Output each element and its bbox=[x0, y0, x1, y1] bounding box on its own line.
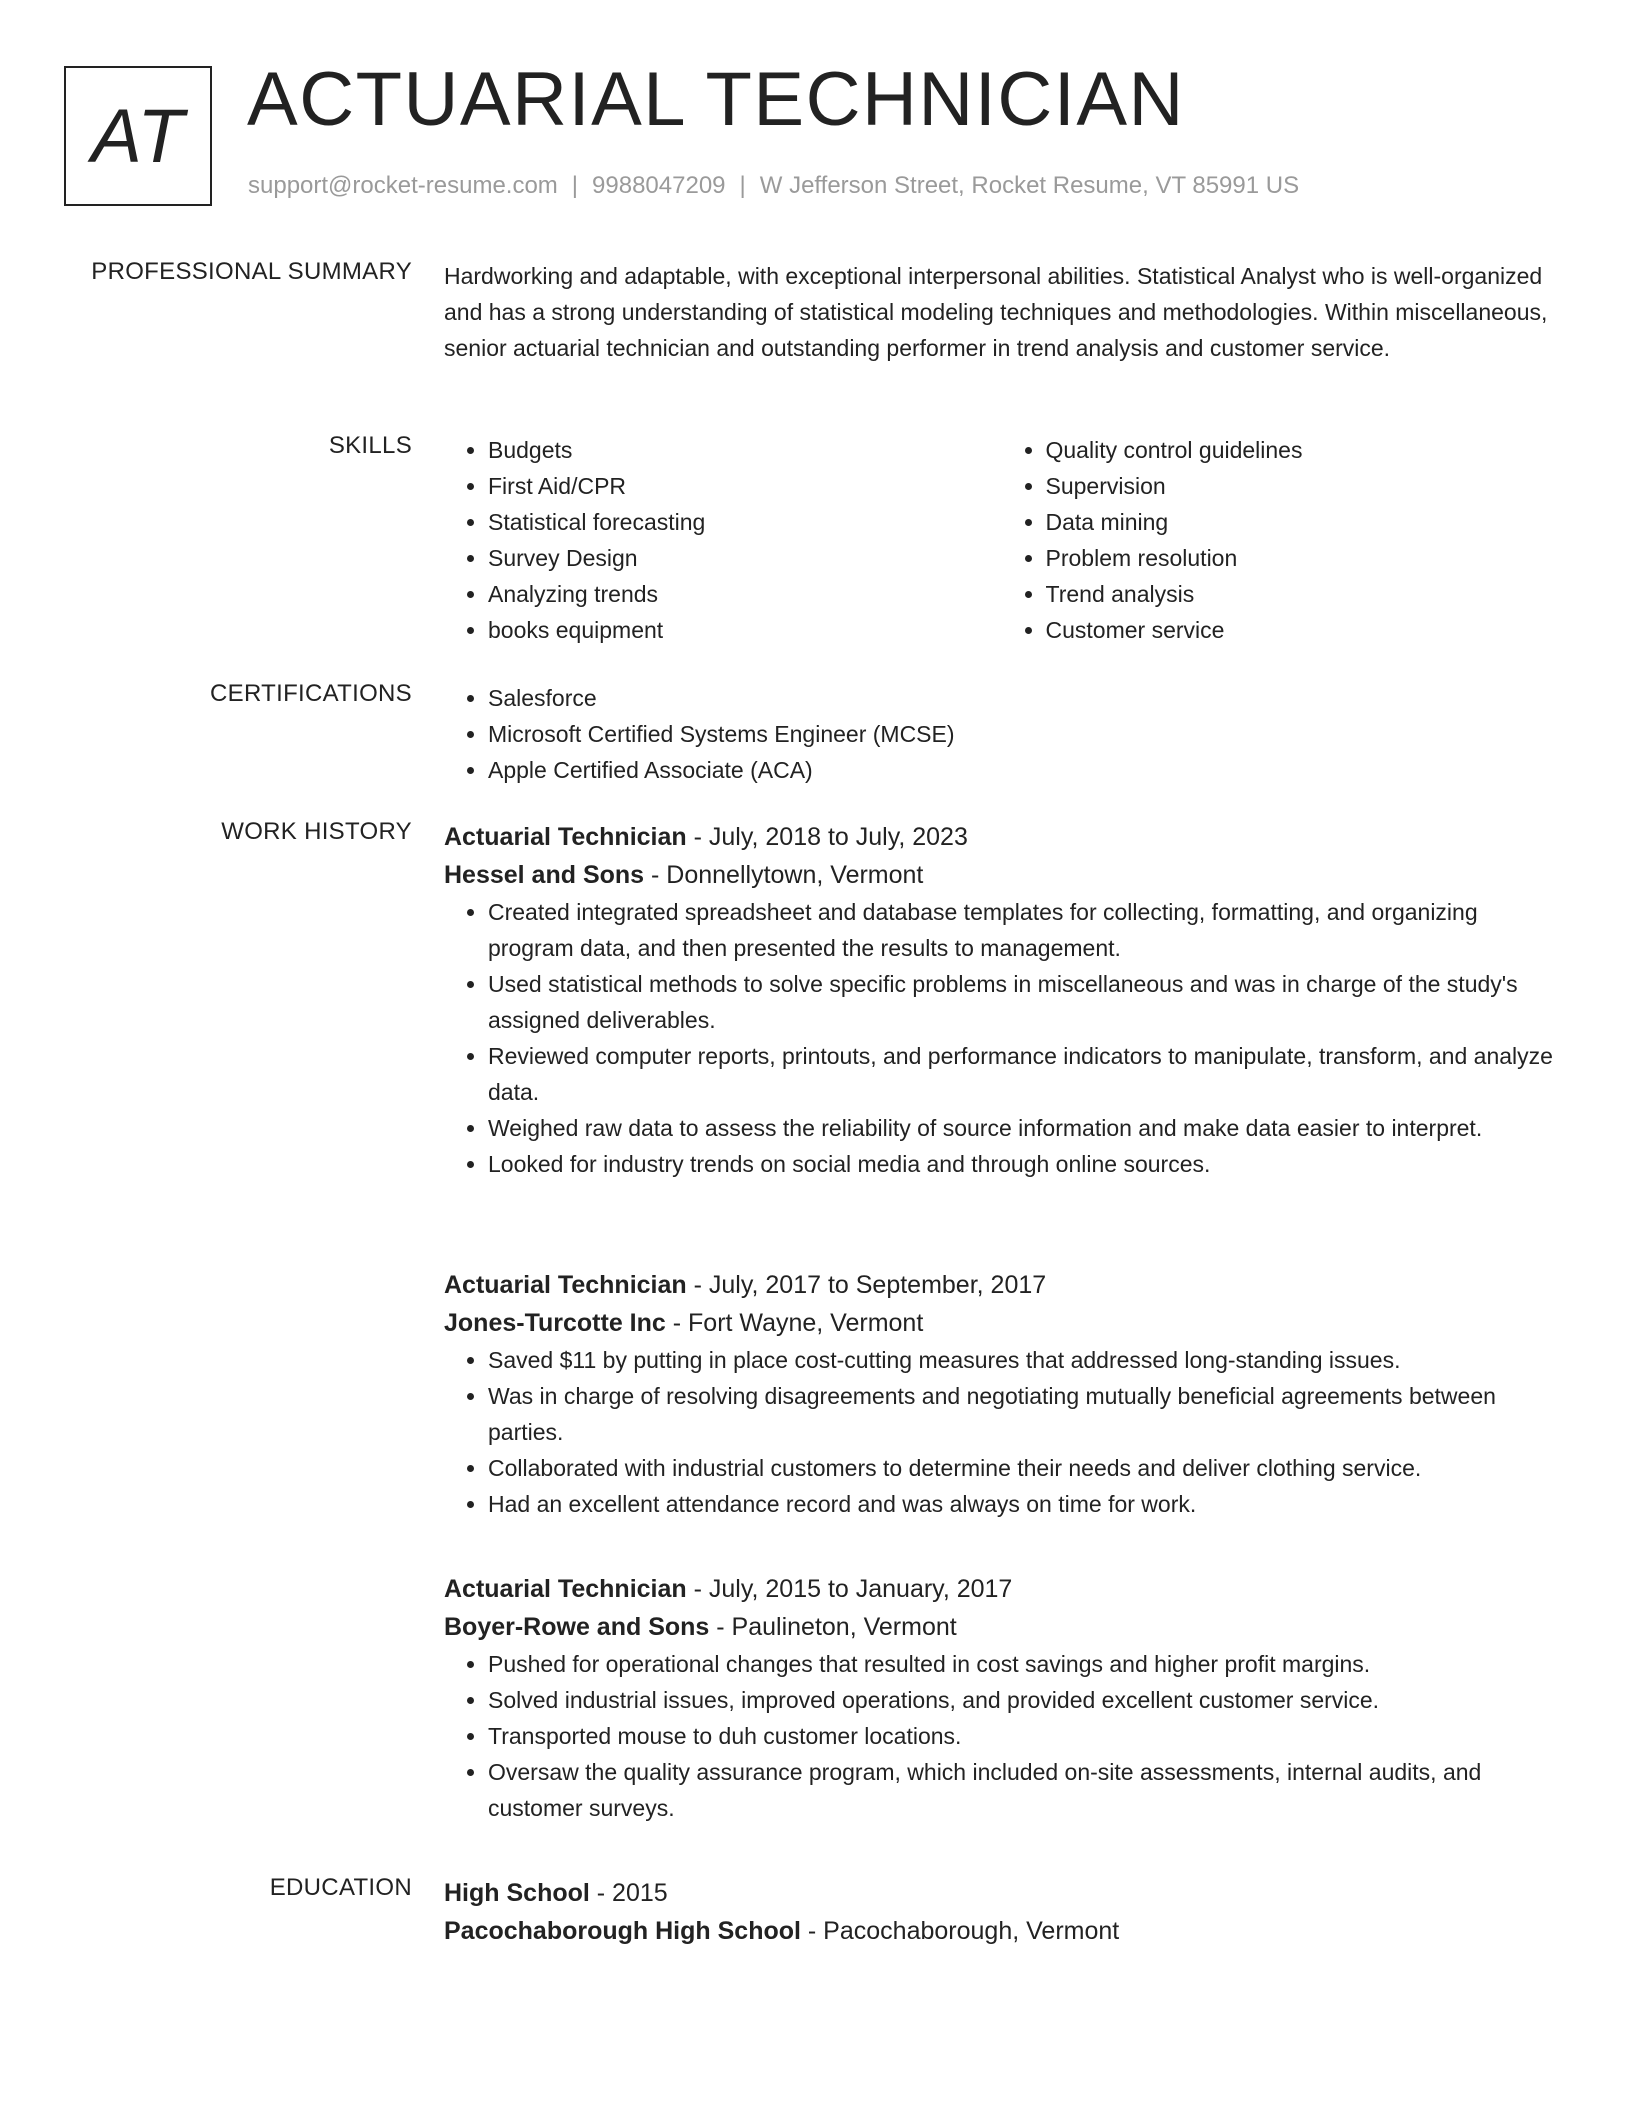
skill-item: • Customer service bbox=[1046, 612, 1560, 648]
job-duty: • Saved $11 by putting in place cost-cutting measures that addressed long-standing issues. bbox=[488, 1342, 1559, 1378]
job-company-line bbox=[444, 1304, 1559, 1342]
certification-item: • Microsoft Certified Systems Engineer (MCSE) bbox=[488, 716, 1559, 752]
skill-item: • Data mining bbox=[1046, 504, 1560, 540]
job-title: Actuarial Technician bbox=[444, 1575, 687, 1603]
skills-list-left bbox=[444, 432, 1002, 648]
job-entry bbox=[444, 1570, 1559, 1826]
education-school: Pacochaborough High School bbox=[444, 1917, 801, 1945]
job-company-line bbox=[444, 1608, 1559, 1646]
monogram-initials: AT bbox=[91, 93, 185, 179]
skill-item: • Supervision bbox=[1046, 468, 1560, 504]
skill-item: • First Aid/CPR bbox=[488, 468, 1002, 504]
job-dates: - July, 2018 to July, 2023 bbox=[686, 823, 968, 851]
job-title-line bbox=[444, 1570, 1559, 1608]
job-location: - Donnellytown, Vermont bbox=[644, 861, 924, 889]
job-entry bbox=[444, 1266, 1559, 1522]
skills-list-right bbox=[1002, 432, 1560, 648]
job-duty: • Solved industrial issues, improved operations, and provided excellent customer service. bbox=[488, 1682, 1559, 1718]
job-duty: • Used statistical methods to solve specific problems in miscellaneous and was in charge of the study's assigned deliverables. bbox=[488, 966, 1559, 1038]
summary-text: Hardworking and adaptable, with exceptional interpersonal abilities. Statistical Analyst who is well-organized and has a strong understanding of statistical modeling techniques and methodologies. Within miscellaneous, senior actuarial technician and outstanding performer in trend analysis and customer service. bbox=[444, 263, 1548, 361]
job-dates: - July, 2017 to September, 2017 bbox=[686, 1271, 1047, 1299]
work-history-body bbox=[444, 818, 1559, 1821]
education-degree: High School bbox=[444, 1879, 590, 1907]
contact-separator: | bbox=[571, 172, 579, 199]
skill-item: • Survey Design bbox=[488, 540, 1002, 576]
job-duty: • Reviewed computer reports, printouts, and performance indicators to manipulate, transform, and analyze data. bbox=[488, 1038, 1559, 1110]
education-year: - 2015 bbox=[589, 1879, 668, 1907]
contact-address: W Jefferson Street, Rocket Resume, VT 85991 US bbox=[759, 172, 1300, 199]
certifications-body bbox=[444, 680, 1559, 788]
skill-item: • Quality control guidelines bbox=[1046, 432, 1560, 468]
skill-item: • Problem resolution bbox=[1046, 540, 1560, 576]
contact-phone: 9988047209 bbox=[592, 172, 726, 199]
job-duty: • Oversaw the quality assurance program, which included on-site assessments, internal audits, and customer surveys. bbox=[488, 1754, 1559, 1826]
job-title-line bbox=[444, 818, 1559, 856]
job-duty: • Looked for industry trends on social media and through online sources. bbox=[488, 1146, 1559, 1182]
job-title-line bbox=[444, 1266, 1559, 1304]
skill-item: • books equipment bbox=[488, 612, 1002, 648]
job-company: Jones-Turcotte Inc bbox=[444, 1309, 666, 1337]
resume-name: ACTUARIAL TECHNICIAN bbox=[247, 57, 1185, 142]
job-duty: • Pushed for operational changes that resulted in cost savings and higher profit margins. bbox=[488, 1646, 1559, 1682]
certifications-list bbox=[444, 680, 1559, 788]
job-duties-list bbox=[444, 1646, 1559, 1826]
job-duties-list bbox=[444, 1342, 1559, 1522]
job-location: - Paulineton, Vermont bbox=[709, 1613, 957, 1641]
job-company: Boyer-Rowe and Sons bbox=[444, 1613, 710, 1641]
skill-item: • Statistical forecasting bbox=[488, 504, 1002, 540]
contact-line bbox=[248, 172, 1299, 200]
summary-body bbox=[444, 258, 1559, 366]
certification-item: • Apple Certified Associate (ACA) bbox=[488, 752, 1559, 788]
job-dates: - July, 2015 to January, 2017 bbox=[686, 1575, 1013, 1603]
job-entry bbox=[444, 818, 1559, 1182]
job-duties-list bbox=[444, 894, 1559, 1182]
work-history-heading: WORK HISTORY bbox=[221, 818, 412, 845]
skill-item: • Trend analysis bbox=[1046, 576, 1560, 612]
job-duty: • Transported mouse to duh customer locations. bbox=[488, 1718, 1559, 1754]
job-company: Hessel and Sons bbox=[444, 861, 645, 889]
job-title: Actuarial Technician bbox=[444, 1271, 687, 1299]
job-location: - Fort Wayne, Vermont bbox=[665, 1309, 924, 1337]
education-body bbox=[444, 1874, 1559, 1950]
skills-heading: SKILLS bbox=[328, 432, 412, 459]
skill-item: • Analyzing trends bbox=[488, 576, 1002, 612]
education-location: - Pacochaborough, Vermont bbox=[800, 1917, 1120, 1945]
job-duty: • Weighed raw data to assess the reliability of source information and make data easier to interpret. bbox=[488, 1110, 1559, 1146]
monogram-badge bbox=[64, 66, 212, 206]
job-duty: • Created integrated spreadsheet and database templates for collecting, formatting, and organizing program data, and then presented the results to management. bbox=[488, 894, 1559, 966]
job-company-line bbox=[444, 856, 1559, 894]
contact-email: support@rocket-resume.com bbox=[248, 172, 558, 199]
job-duty: • Was in charge of resolving disagreements and negotiating mutually beneficial agreements between parties. bbox=[488, 1378, 1559, 1450]
skills-body bbox=[444, 432, 1559, 648]
skill-item: • Budgets bbox=[488, 432, 1002, 468]
education-heading: EDUCATION bbox=[269, 1874, 412, 1901]
certifications-heading: CERTIFICATIONS bbox=[210, 680, 412, 707]
job-duty: • Collaborated with industrial customers to determine their needs and deliver clothing service. bbox=[488, 1450, 1559, 1486]
summary-heading: PROFESSIONAL SUMMARY bbox=[91, 258, 412, 285]
contact-separator: | bbox=[739, 172, 746, 199]
education-school-line bbox=[444, 1912, 1559, 1950]
education-degree-line bbox=[444, 1874, 1559, 1912]
job-title: Actuarial Technician bbox=[444, 823, 687, 851]
job-duty: • Had an excellent attendance record and was always on time for work. bbox=[488, 1486, 1559, 1522]
certification-item: • Salesforce bbox=[488, 680, 1559, 716]
